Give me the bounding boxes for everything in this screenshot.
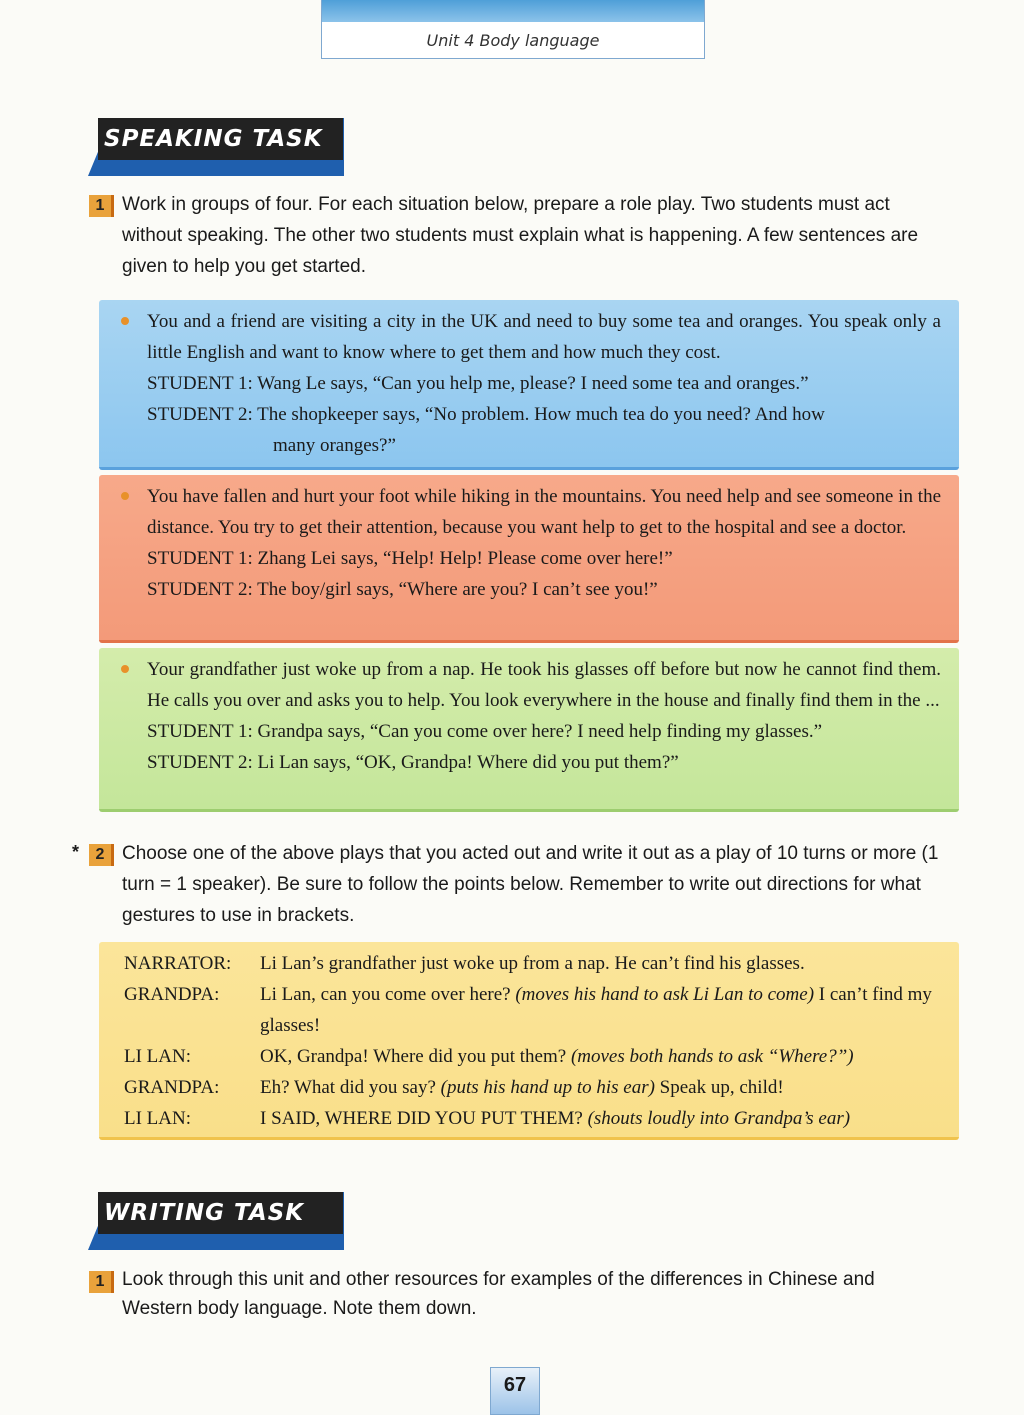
play-line: [124, 1041, 941, 1072]
line-text-after: I can’t find my glasses!: [260, 984, 932, 1036]
banner-box: [98, 118, 343, 160]
situation-panel-2: [99, 475, 959, 643]
play-line: [124, 1103, 941, 1134]
student-1-line: STUDENT 1: Wang Le says, “Can you help me, please? I need some tea and oranges.”: [147, 373, 809, 394]
line-text: Li Lan, can you come over here?: [260, 984, 511, 1005]
situation-panel-1: [99, 300, 959, 470]
speaker: GRANDPA:: [124, 984, 220, 1005]
bullet-icon: [121, 317, 129, 325]
play-line: [124, 1072, 941, 1103]
writing-task-banner: [88, 1192, 344, 1250]
banner-box: [98, 1192, 343, 1234]
speaking-q1-instructions: Work in groups of four. For each situation below, prepare a role play. Two students must act without speaking. The other two students must explain what is happening. A few sentences are given to help you get started.: [122, 194, 919, 277]
question-number-badge: 1: [89, 1271, 114, 1293]
stage-direction: (shouts loudly into Grandpa’s ear): [587, 1108, 851, 1129]
header-sky-strip: [322, 0, 704, 22]
optional-star: *: [72, 842, 80, 862]
student-2-line: STUDENT 2: Li Lan says, “OK, Grandpa! Where did you put them?”: [147, 752, 679, 773]
situation-description: You have fallen and hurt your foot while hiking in the mountains. You need help and see someone in the distance. You try to get their attention, because you want help to get to the hospital and see a doctor.: [147, 486, 941, 538]
line-text-after: Speak up, child!: [659, 1077, 784, 1098]
stage-direction: (moves his hand to ask Li Lan to come): [515, 984, 815, 1005]
line-text: Eh? What did you say?: [260, 1077, 436, 1098]
student-2-line-cont: many oranges?”: [273, 435, 396, 456]
line-text: I SAID, WHERE DID YOU PUT THEM?: [260, 1108, 583, 1129]
question-number-badge: 1: [89, 195, 114, 217]
speaking-task-title: SPEAKING TASK: [104, 126, 323, 152]
bullet-icon: [121, 492, 129, 500]
student-1-line: STUDENT 1: Grandpa says, “Can you come over here? I need help finding my glasses.”: [147, 721, 823, 742]
situation-panel-3: [99, 648, 959, 812]
speaking-task-banner: [88, 118, 344, 176]
unit-title: Unit 4 Body language: [426, 31, 600, 50]
line-text: Li Lan’s grandfather just woke up from a nap. He can’t find his glasses.: [260, 953, 805, 974]
speaker: NARRATOR:: [124, 953, 232, 974]
speaking-q2-instructions: Choose one of the above plays that you acted out and write it out as a play of 10 turns or more (1 turn = 1 speaker). Be sure to follow the points below. Remember to write out directions for what gestures to use in brackets.: [122, 843, 939, 926]
situation-description: Your grandfather just woke up from a nap. He took his glasses off before but now he cannot find them. He calls you over and asks you to help. You look everywhere in the house and finally find them in the ...: [147, 659, 941, 711]
play-line: [124, 979, 941, 1041]
play-script-panel: [99, 942, 959, 1140]
writing-q1-instructions: Look through this unit and other resources for examples of the differences in Chinese and Western body language. Note them down.: [122, 1269, 875, 1319]
speaker: LI LAN:: [124, 1108, 192, 1129]
speaker: LI LAN:: [124, 1046, 192, 1067]
student-2-line: STUDENT 2: The boy/girl says, “Where are you? I can’t see you!”: [147, 579, 658, 600]
play-line: [124, 948, 941, 979]
stage-direction: (moves both hands to ask “Where?”): [570, 1046, 854, 1067]
question-number-badge: 2: [89, 844, 114, 866]
unit-header: [321, 0, 705, 59]
page-number: 67: [490, 1367, 540, 1415]
speaker: GRANDPA:: [124, 1077, 220, 1098]
student-2-line: STUDENT 2: The shopkeeper says, “No problem. How much tea do you need? And how: [147, 404, 825, 425]
student-1-line: STUDENT 1: Zhang Lei says, “Help! Help! Please come over here!”: [147, 548, 673, 569]
bullet-icon: [121, 665, 129, 673]
stage-direction: (puts his hand up to his ear): [440, 1077, 655, 1098]
writing-task-title: WRITING TASK: [104, 1200, 305, 1226]
situation-description: You and a friend are visiting a city in the UK and need to buy some tea and oranges. You speak only a little English and want to know where to get them and how much they cost.: [147, 311, 941, 363]
line-text: OK, Grandpa! Where did you put them?: [260, 1046, 567, 1067]
